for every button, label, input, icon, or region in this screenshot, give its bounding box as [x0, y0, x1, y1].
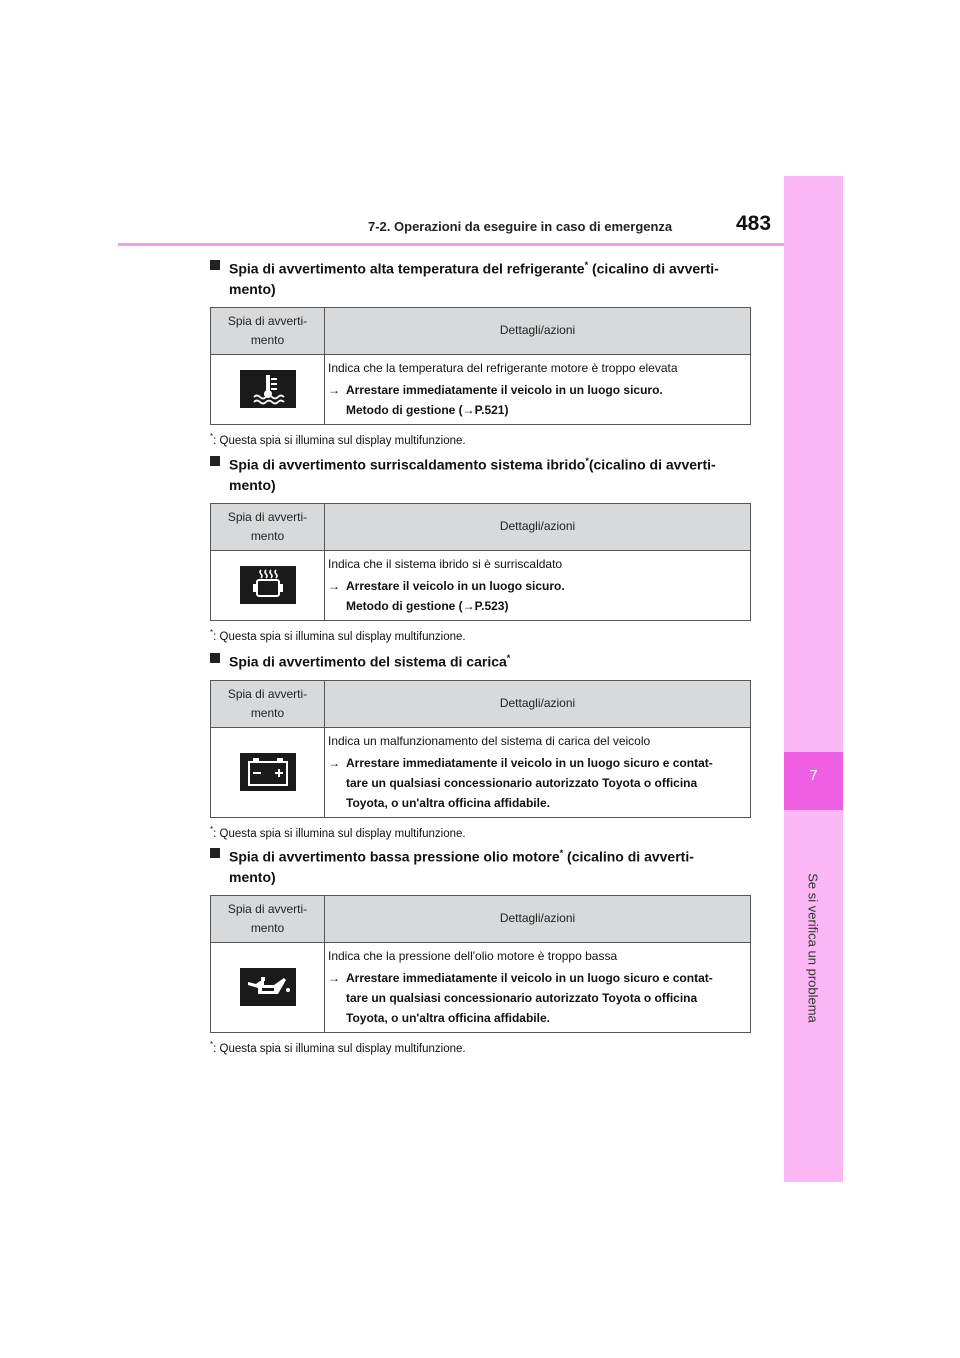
warning-table — [210, 307, 751, 425]
coolant-temperature-icon — [240, 370, 296, 408]
oil-pressure-icon — [240, 968, 296, 1006]
warning-table — [210, 680, 751, 818]
warning-section-coolant — [210, 255, 751, 446]
section-title: Spia di avvertimento bassa pressione olio motore* (cicalino di avverti- mento) — [210, 843, 751, 887]
details-cell: Indica che la temperatura del refrigerante motore è troppo elevata → Arrestare immediatamente il veicolo in un luogo sicuro. Metodo di gestione (→P.521) — [325, 354, 751, 424]
icon-cell — [211, 354, 325, 424]
header-divider — [118, 243, 784, 246]
header-details: Dettagli/azioni — [325, 680, 751, 727]
footnote: *: Questa spia si illumina sul display multifunzione. — [210, 627, 466, 643]
section-title: Spia di avvertimento del sistema di carica* — [210, 648, 751, 672]
footnote: *: Questa spia si illumina sul display multifunzione. — [210, 824, 466, 840]
icon-cell — [211, 942, 325, 1032]
square-bullet-icon — [210, 653, 220, 663]
header-warning-light: Spia di avverti- mento — [211, 307, 325, 354]
battery-charge-icon — [240, 753, 296, 791]
warning-section-hybrid — [210, 451, 751, 642]
warning-table — [210, 503, 751, 621]
page-ref-link[interactable]: P.521) — [474, 402, 509, 417]
footnote: *: Questa spia si illumina sul display multifunzione. — [210, 431, 466, 447]
chapter-number: 7 — [809, 767, 818, 784]
chapter-title: Se si verifica un problema — [805, 873, 821, 1023]
section-title: Spia di avvertimento alta temperatura del refrigerante* (cicalino di avverti- mento) — [210, 255, 751, 299]
header-warning-light: Spia di avverti- mento — [211, 895, 325, 942]
section-title: Spia di avvertimento surriscaldamento sistema ibrido*(cicalino di avverti- mento) — [210, 451, 751, 495]
details-cell: Indica un malfunzionamento del sistema di carica del veicolo → Arrestare immediatamente il veicolo in un luogo sicuro e contat- tare un qualsiasi concessionario autorizzato Toyota o officina Toyota, o un'altra officina affidabile. — [325, 727, 751, 817]
square-bullet-icon — [210, 848, 220, 858]
header-details: Dettagli/azioni — [325, 307, 751, 354]
header-details: Dettagli/azioni — [325, 503, 751, 550]
details-cell: Indica che la pressione dell'olio motore è troppo bassa → Arrestare immediatamente il veicolo in un luogo sicuro e contat- tare un qualsiasi concessionario autorizzato Toyota o officina Toyota, o un'altra officina affidabile. — [325, 942, 751, 1032]
header-warning-light: Spia di avverti- mento — [211, 680, 325, 727]
header-warning-light: Spia di avverti- mento — [211, 503, 325, 550]
hybrid-overheat-icon — [240, 566, 296, 604]
section-header-title: 7-2. Operazioni da eseguire in caso di emergenza — [368, 219, 673, 234]
warning-section-oil-pressure — [210, 843, 751, 1054]
warning-table — [210, 895, 751, 1033]
square-bullet-icon — [210, 260, 220, 270]
page-ref-link[interactable]: P.523) — [474, 598, 509, 613]
icon-cell — [211, 550, 325, 620]
footnote: *: Questa spia si illumina sul display multifunzione. — [210, 1039, 466, 1055]
details-cell: Indica che il sistema ibrido si è surriscaldato → Arrestare il veicolo in un luogo sicuro. Metodo di gestione (→P.523) — [325, 550, 751, 620]
square-bullet-icon — [210, 456, 220, 466]
warning-section-charging — [210, 648, 751, 839]
icon-cell — [211, 727, 325, 817]
chapter-sidebar — [784, 176, 843, 1182]
header-details: Dettagli/azioni — [325, 895, 751, 942]
page-number: 483 — [736, 212, 772, 235]
